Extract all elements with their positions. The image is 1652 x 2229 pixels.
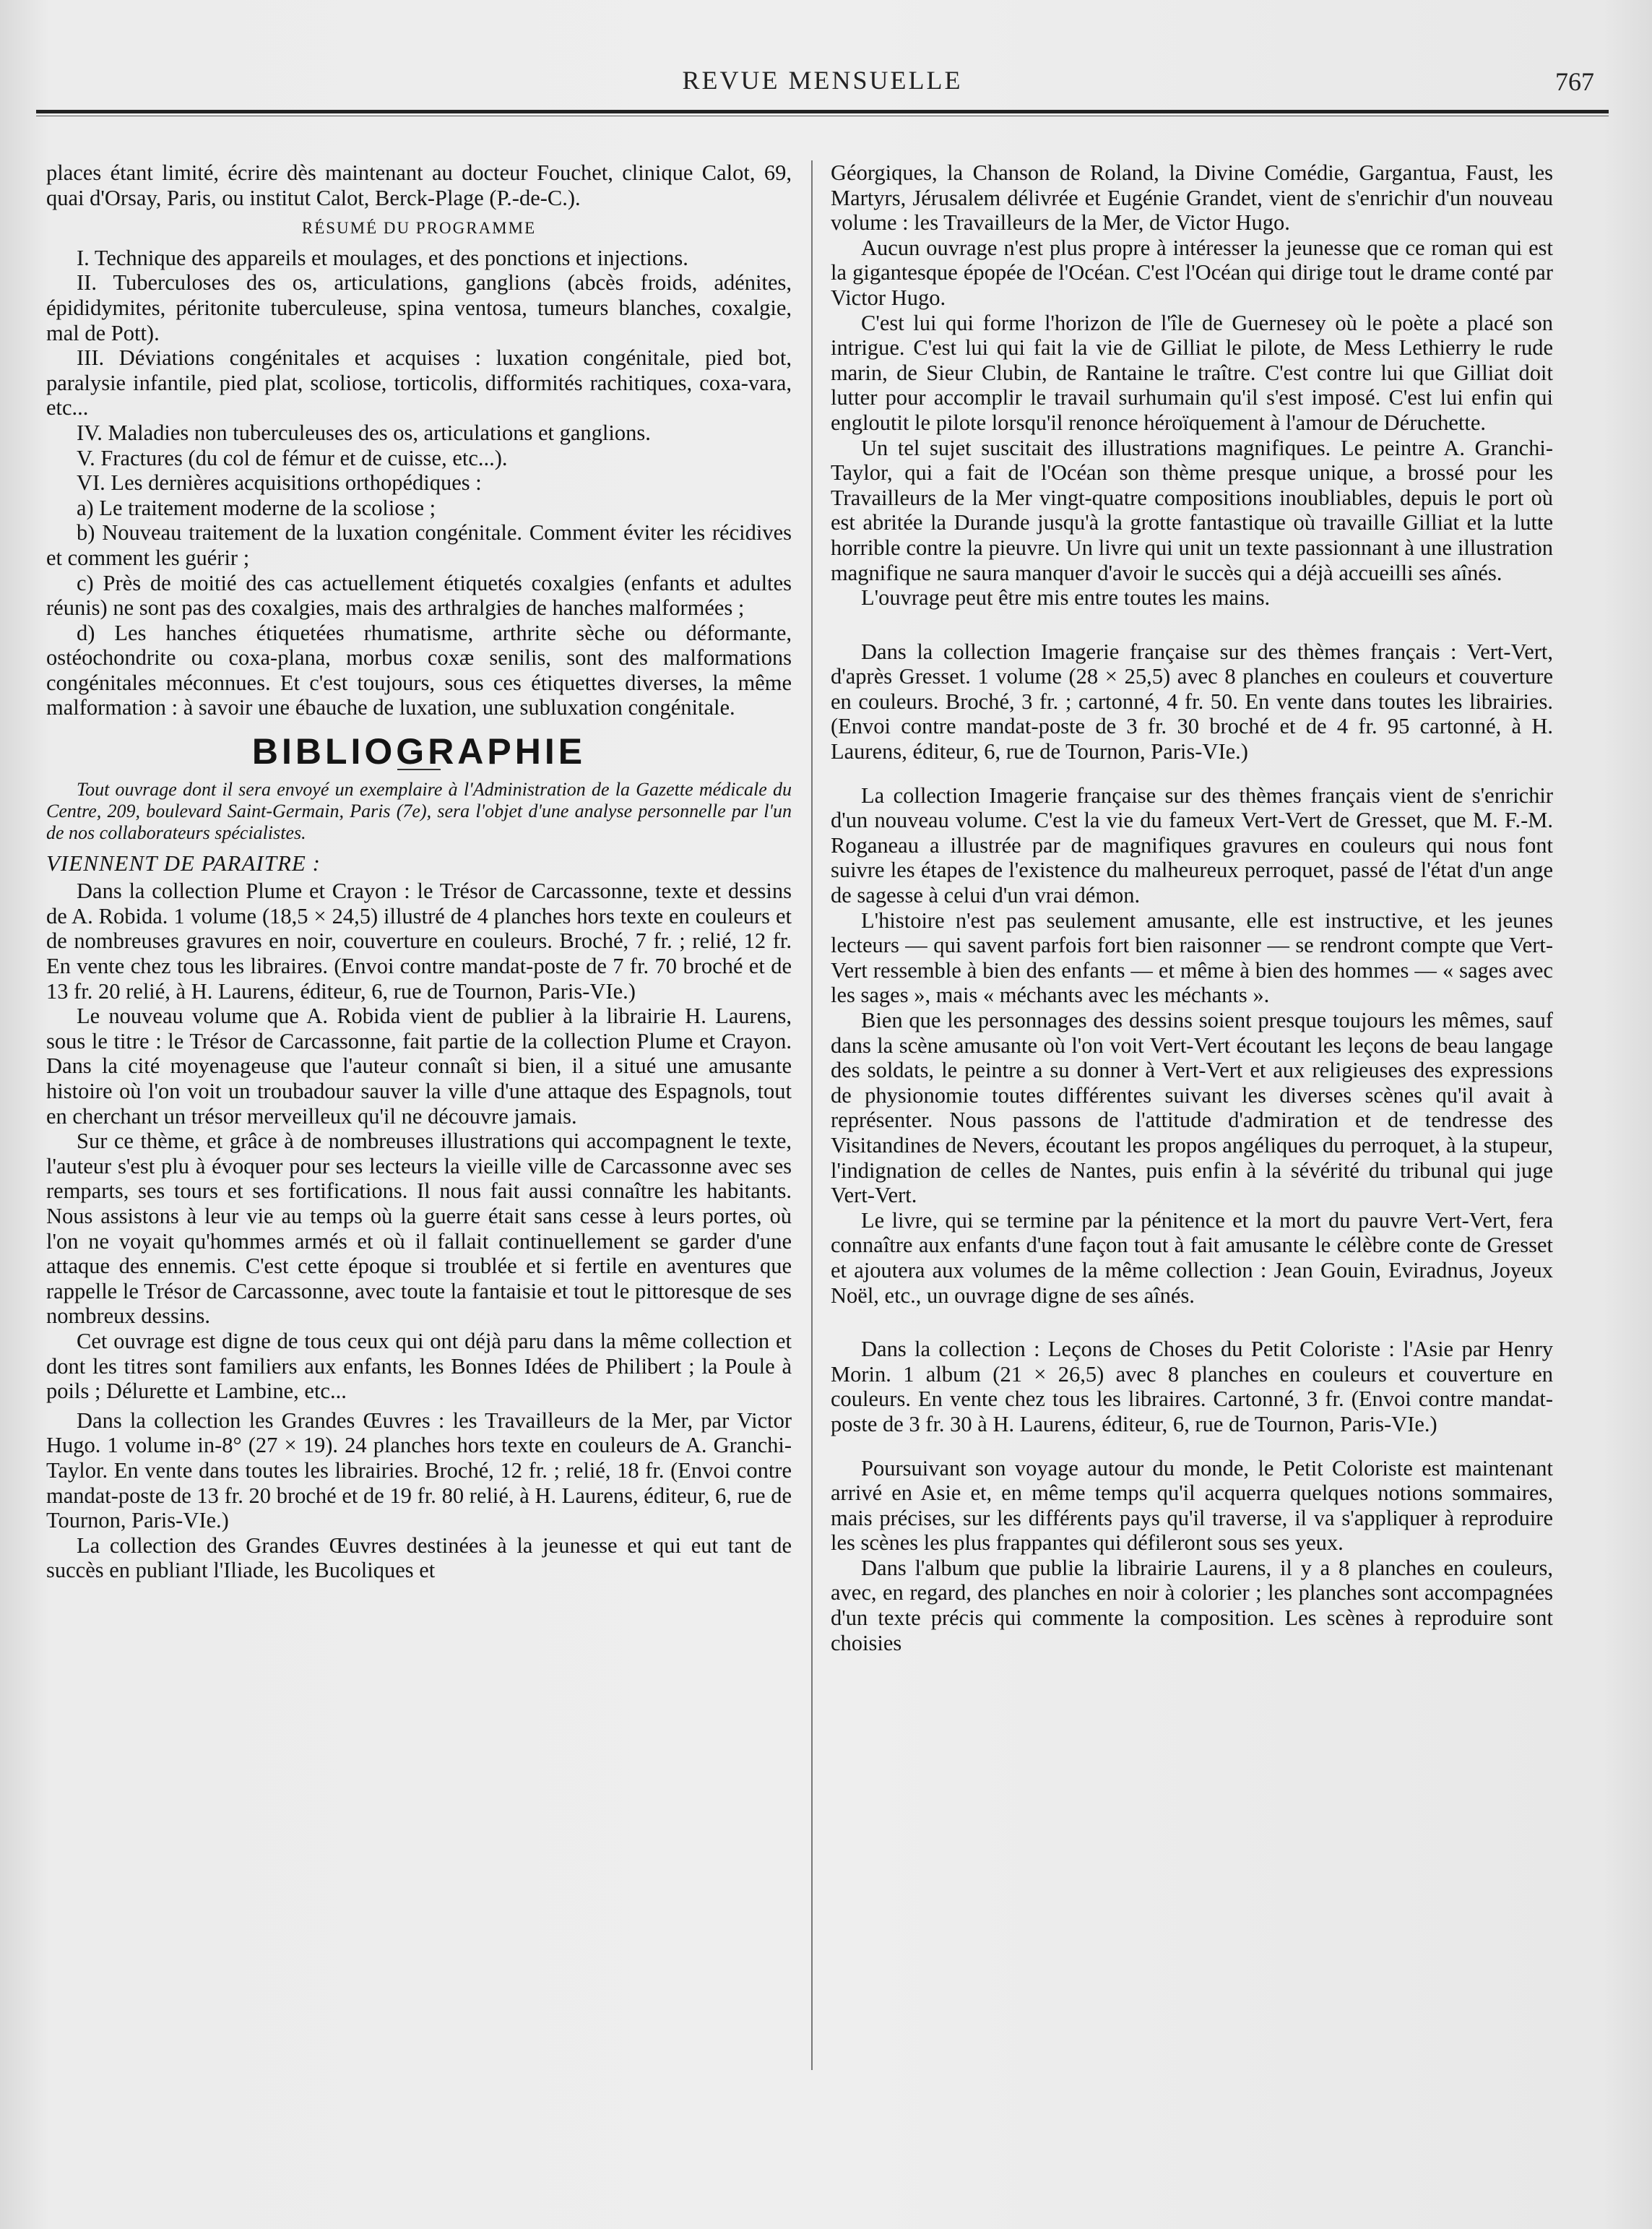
review-paragraph: C'est lui qui forme l'horizon de l'île de Guernesey où le poète a placé son intrigue. C'est lui qui fait la vie de Gilliat le pilote, de Mess Lethierry le rude marin, de Sieur Clubin, de Rantaine le traître. C'est contre lui que Gilliat doit lutter pour accomplir le travail surhumain qu'il s'est imposé. C'est lui enfin qui engloutit le pilote lorsqu'il renonce héroïquement à l'amour de Déruchette. <box>831 310 1553 435</box>
program-item: V. Fractures (du col de fémur et de cuisse, etc...). <box>77 445 508 470</box>
review-paragraph: Poursuivant son voyage autour du monde, le Petit Coloriste est maintenant arrivé en Asie et, en même temps qu'il acquerra quelques notions sommaires, mais précises, sur les différents pays qu'il traverse, il va s'appliquer à reproduire les scènes les plus frappantes qui défileront sous ses yeux. <box>831 1455 1553 1556</box>
header-rule <box>36 110 1609 116</box>
section-gap <box>831 764 1553 783</box>
program-item: I. Technique des appareils et moulages, et des ponctions et injections. <box>77 245 688 270</box>
running-title: REVUE MENSUELLE <box>682 66 963 95</box>
right-column <box>831 160 1553 2186</box>
program-subitem: c) Près de moitié des cas actuellement étiquetés coxalgies (enfants et adultes réunis) ne sont pas des coxalgies, mais des arthralgies de hanches malformées ; <box>46 570 792 621</box>
program-item: III. Déviations congénitales et acquises : luxation congénitale, pied bot, paralysie infantile, pied plat, scoliose, torticolis, difformités rachitiques, coxa-vara, etc... <box>46 345 792 421</box>
section-gap <box>831 1437 1553 1456</box>
page-number: 767 <box>1555 67 1594 96</box>
bibliography-note: Tout ouvrage dont il sera envoyé un exemplaire à l'Administration de la Gazette médicale du Centre, 209, boulevard Saint-Germain, Paris (7e), sera l'objet d'une analyse personnelle par l'un de nos collaborateurs spécialistes. <box>46 778 792 843</box>
review-paragraph: Le livre, qui se termine par la pénitence et la mort du pauvre Vert-Vert, fera connaître aux enfants d'une façon tout à fait amusante le célèbre conte de Gresset et ajoutera aux volumes de la même collection : Jean Gouin, Eviradnus, Joyeux Noël, etc., un ouvrage digne de ses aînés. <box>831 1207 1553 1308</box>
review-paragraph: Cet ouvrage est digne de tous ceux qui ont déjà paru dans la même collection et dont les titres sont familiers aux enfants, les Bonnes Idées de Philibert ; la Poule à poils ; Délurette et Lambine, etc... <box>46 1328 792 1404</box>
review-paragraph: Dans l'album que publie la librairie Laurens, il y a 8 planches en couleurs, avec, en regard, des planches en noir à colorier ; les planches sont accompagnées d'un texte précis qui commente la composition. Les scènes à reproduire sont choisies <box>831 1555 1553 1655</box>
review-paragraph: La collection des Grandes Œuvres destinées à la jeunesse et qui eut tant de succès en publiant l'Iliade, les Bucoliques et <box>46 1532 792 1583</box>
program-subitem: a) Le traitement moderne de la scoliose ; <box>77 495 436 520</box>
review-paragraph: La collection Imagerie française sur des thèmes français vient de s'enrichir d'un nouveau volume. C'est la vie du fameux Vert-Vert de Gresset, que M. F.-M. Roganeau a illustrée par de magnifiques gravures en couleurs qui nous font suivre les étapes de l'existence du malheureux perroquet, passé de l'état d'un ange de sagesse à celui d'un vrai démon. <box>831 782 1553 908</box>
review-paragraph: Un tel sujet suscitait des illustrations magnifiques. Le peintre A. Granchi-Taylor, qui a fait de l'Océan son thème presque unique, a brossé pour les Travailleurs de la Mer vingt-quatre compositions inoubliables, depuis le port où est abritée la Durande jusqu'à la grotte fantastique où travaille Gilliat et la lutte horrible contre la pieuvre. Un livre qui unit un texte passionnant à une illustration magnifique ne saura manquer d'avoir le succès qui a déjà accueilli ses aînés. <box>831 435 1553 585</box>
review-paragraph: Aucun ouvrage n'est plus propre à intéresser la jeunesse que ce roman qui est la gigantesque épopée de l'Océan. C'est l'Océan qui dirige tout le drame conté par Victor Hugo. <box>831 235 1553 310</box>
review-paragraph: L'ouvrage peut être mis entre toutes les mains. <box>861 585 1271 611</box>
review-paragraph: Géorgiques, la Chanson de Roland, la Divine Comédie, Gargantua, Faust, les Martyrs, Jérusalem délivrée et Eugénie Grandet, vient de s'enrichir d'un nouveau volume : les Travailleurs de la Mer, de Victor Hugo. <box>831 160 1553 236</box>
intro-paragraph: places étant limité, écrire dès maintenant au docteur Fouchet, clinique Calot, 69, quai d'Orsay, Paris, ou institut Calot, Berck-Plage (P.-de-C.). <box>46 160 792 210</box>
left-column <box>46 160 792 2186</box>
program-title: RÉSUMÉ DU PROGRAMME <box>301 219 537 238</box>
program-item: IV. Maladies non tuberculeuses des os, articulations et ganglions. <box>77 420 651 445</box>
book-entry: Dans la collection les Grandes Œuvres : les Travailleurs de la Mer, par Victor Hugo. 1 volume in-8° (27 × 19). 24 planches hors texte en couleurs de A. Granchi-Taylor. En vente dans toutes les librairies. Broché, 12 fr. ; relié, 18 fr. (Envoi contre mandat-poste de 13 fr. 20 broché et de 19 fr. 80 relié, à H. Laurens, éditeur, 6, rue de Tournon, Paris-VIe.) <box>46 1407 792 1533</box>
book-entry: Dans la collection : Leçons de Choses du Petit Coloriste : l'Asie par Henry Morin. 1 album (21 × 26,5) avec 8 planches en couleurs et couverture en couleurs. En vente chez tous les libraires. Cartonné, 3 fr. (Envoi contre mandat-poste de 3 fr. 30 à H. Laurens, éditeur, 6, rue de Tournon, Paris-VIe.) <box>831 1337 1553 1436</box>
program-subitem: d) Les hanches étiquetées rhumatisme, arthrite sèche ou déformante, ostéochondrite ou coxa-plana, morbus coxæ senilis, sont des malformations congénitales méconnues. Et c'est toujours, sous ces étiquettes diverses, la même malformation : à savoir une ébauche de luxation, une subluxation congénitale. <box>46 620 792 720</box>
review-paragraph: L'histoire n'est pas seulement amusante, elle est instructive, et les jeunes lecteurs — qui savent parfois fort bien raisonner — se rendront compte que Vert-Vert ressemble à bien des enfants — et même à bien des hommes — « sages avec les sages », mais « méchants avec les méchants ». <box>831 907 1553 1008</box>
program-item: II. Tuberculoses des os, articulations, ganglions (abcès froids, adénites, épididymites, péritonite tuberculeuse, spina ventosa, tumeurs blanches, coxalgie, mal de Pott). <box>46 270 792 345</box>
viennent-heading: VIENNENT DE PARAITRE : <box>46 850 321 876</box>
review-paragraph: Sur ce thème, et grâce à de nombreuses illustrations qui accompagnent le texte, l'auteur s'est plu à évoquer pour ses lecteurs la vieille ville de Carcassonne avec ses remparts, ses tours et ses fortifications. Il nous fait aussi connaître les habitants. Nous assistons à leur vie au temps où la guerre était sans cesse à leurs portes, où l'on ne voyait qu'hommes armés et où il fallait continuellement se garder d'une attaque des ennemis. C'est cette époque si troublée et si fertile en aventures que rappelle le Trésor de Carcassonne, avec toute la fantaisie et tout le pittoresque de ses nombreux dessins. <box>46 1129 792 1329</box>
program-subitem: b) Nouveau traitement de la luxation congénitale. Comment éviter les récidives et comment les guérir ; <box>46 520 792 570</box>
section-gap <box>831 1308 1553 1337</box>
page-header <box>36 58 1609 108</box>
bibliography-heading: BIBLIOGRAPHIE <box>251 731 587 772</box>
program-item: VI. Les dernières acquisitions orthopédiques : <box>77 470 482 496</box>
section-gap <box>831 611 1553 639</box>
book-entry: Dans la collection Plume et Crayon : le Trésor de Carcassonne, texte et dessins de A. Robida. 1 volume (18,5 × 24,5) illustré de 4 planches hors texte en couleurs et de nombreuses gravures en noir, couverture en couleurs. Broché, 7 fr. ; relié, 12 fr. En vente chez tous les libraires. (Envoi contre mandat-poste de 7 fr. 70 broché et de 13 fr. 20 relié, à H. Laurens, éditeur, 6, rue de Tournon, Paris-VIe.) <box>46 879 792 1004</box>
book-entry: Dans la collection Imagerie française sur des thèmes français : Vert-Vert, d'après Gresset. 1 volume (28 × 25,5) avec 8 planches en couleurs et couverture en couleurs. Broché, 3 fr. ; cartonné, 4 fr. 50. En vente dans toutes les librairies. (Envoi contre mandat-poste de 3 fr. 30 broché et de 4 fr. 95 cartonné, à H. Laurens, éditeur, 6, rue de Tournon, Paris-VIe.) <box>831 639 1553 764</box>
column-divider <box>811 160 813 2070</box>
review-paragraph: Le nouveau volume que A. Robida vient de publier à la librairie H. Laurens, sous le titre : le Trésor de Carcassonne, fait partie de la collection Plume et Crayon. Dans la cité moyenageuse que l'auteur connaît si bien, il a situé une amusante histoire où l'on voit un troubadour sauver la ville d'une attaque des Espagnols, tout en cherchant un trésor merveilleux qu'il ne découvre jamais. <box>46 1004 792 1129</box>
review-paragraph: Bien que les personnages des dessins soient presque toujours les mêmes, sauf dans la scène amusante où l'on voit Vert-Vert écoutant les leçons de beau langage des soldats, le peintre a su donner à Vert-Vert et aux religieuses des expressions de physionomie toutes différentes suivant les diverses scènes qu'il avait à représenter. Nous passons de l'attitude d'admiration et de tendresse des Visitandines de Nevers, écoutant les propos angéliques du perroquet, à la stupeur, l'indignation de celles de Nantes, puis enfin à la sévérité du tribunal qui juge Vert-Vert. <box>831 1008 1553 1208</box>
